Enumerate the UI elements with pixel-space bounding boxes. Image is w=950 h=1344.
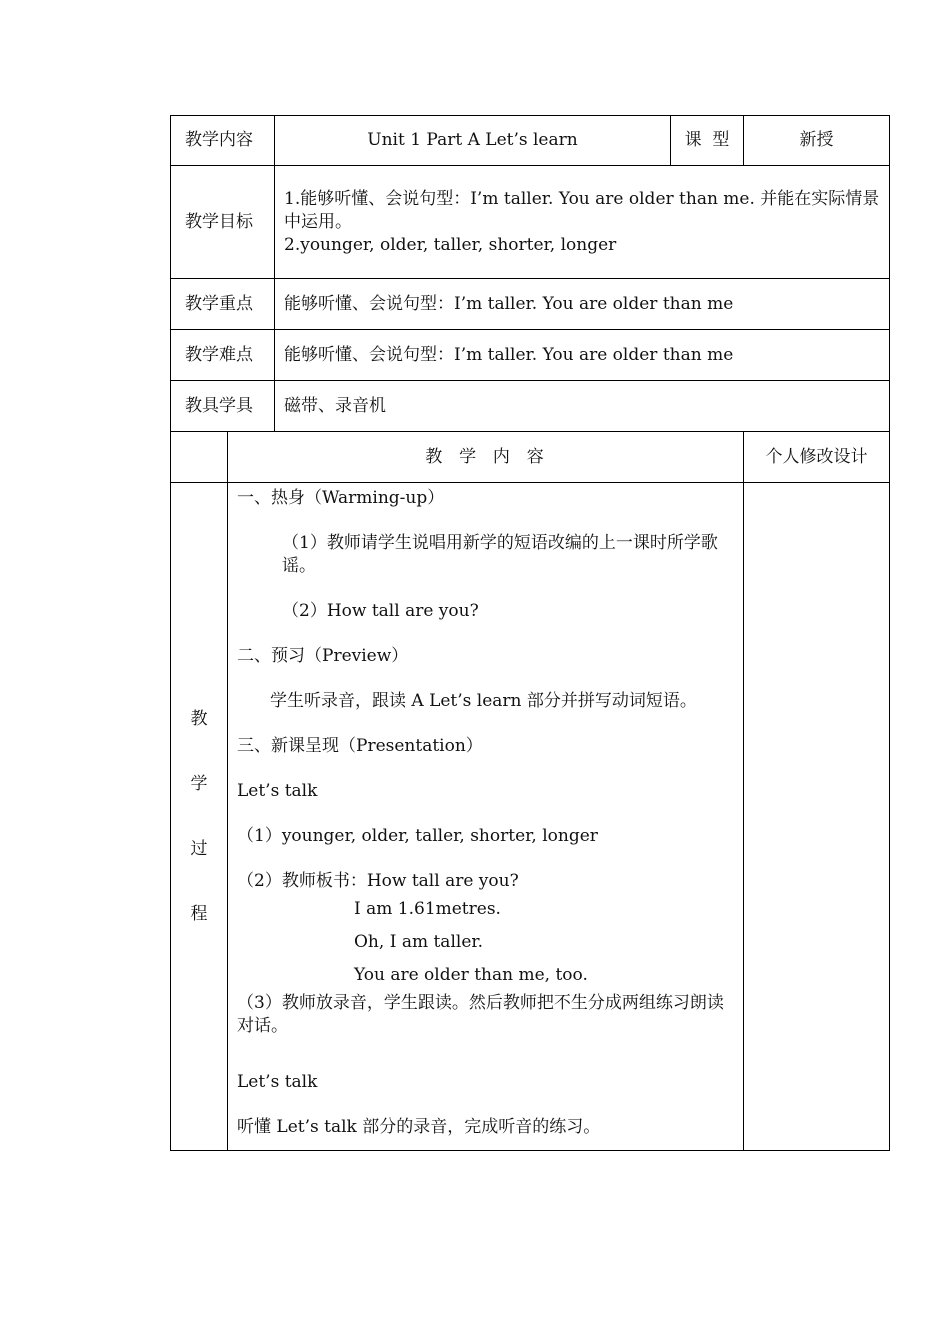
presentation-item-1: （1）younger, older, taller, shorter, longer <box>237 826 598 846</box>
lets-talk-heading: Let’s talk <box>237 1072 318 1092</box>
goals-line-2: 2.younger, older, taller, shorter, longer <box>284 234 617 255</box>
key-points-row <box>171 279 890 330</box>
process-label-char: 学 <box>190 773 208 794</box>
presentation-item-2: （2）教师板书：How tall are you? <box>237 871 519 891</box>
process-label-char: 教 <box>190 708 208 729</box>
difficulties-value: 能够听懂、会说句型：I’m taller. You are older than me <box>275 330 890 381</box>
goals-line-1: 1.能够听懂、会说句型：I’m taller. You are older than me. 并能在实际情景中运用。 <box>284 188 880 232</box>
presentation-title: 三、新课呈现（Presentation） <box>237 736 483 756</box>
tools-label: 教具学具 <box>171 381 275 432</box>
content-value: Unit 1 Part A Let’s learn <box>275 116 671 166</box>
type-value: 新授 <box>744 116 890 166</box>
difficulties-row <box>171 330 890 381</box>
warmup-title: 一、热身（Warming-up） <box>237 488 445 508</box>
process-label <box>171 483 228 1151</box>
warmup-item-1: （1）教师请学生说唱用新学的短语改编的上一课时所学歌谣。 <box>282 533 718 576</box>
process-label-char: 程 <box>190 903 208 924</box>
section-header-row <box>171 432 890 483</box>
goals-row <box>171 166 890 279</box>
revision-title: 个人修改设计 <box>744 432 890 483</box>
preview-title: 二、预习（Preview） <box>237 646 409 666</box>
tools-row <box>171 381 890 432</box>
revision-design-cell <box>744 483 890 1151</box>
lets-talk-heading: Let’s talk <box>237 781 318 801</box>
board-line-3: You are older than me, too. <box>354 965 588 985</box>
process-content <box>228 483 744 1151</box>
difficulties-label: 教学难点 <box>171 330 275 381</box>
warmup-item-2: （2）How tall are you? <box>282 601 479 621</box>
goals-value <box>275 166 890 279</box>
header-row <box>171 116 890 166</box>
blank-cell <box>171 432 228 483</box>
key-points-value: 能够听懂、会说句型：I’m taller. You are older than me <box>275 279 890 330</box>
process-row <box>171 483 890 1151</box>
preview-text: 学生听录音，跟读 A Let’s learn 部分并拼写动词短语。 <box>270 691 697 711</box>
type-label: 课 型 <box>671 116 744 166</box>
board-line-1: I am 1.61metres. <box>354 899 501 919</box>
final-text: 听懂 Let’s talk 部分的录音，完成听音的练习。 <box>237 1117 601 1137</box>
tools-value: 磁带、录音机 <box>275 381 890 432</box>
goals-label: 教学目标 <box>171 166 275 279</box>
board-line-2: Oh, I am taller. <box>354 932 484 952</box>
content-title: 教 学 内 容 <box>228 432 744 483</box>
content-label: 教学内容 <box>171 116 275 166</box>
lesson-plan-table <box>170 115 890 1151</box>
process-label-char: 过 <box>190 838 208 859</box>
key-points-label: 教学重点 <box>171 279 275 330</box>
presentation-item-3: （3）教师放录音，学生跟读。然后教师把不生分成两组练习朗读对话。 <box>237 993 724 1036</box>
